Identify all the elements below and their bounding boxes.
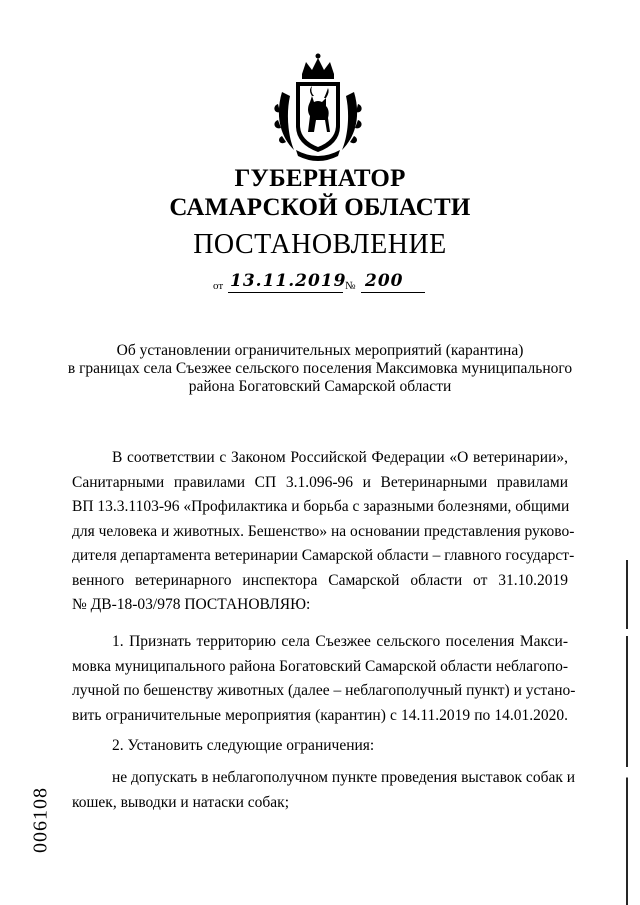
number-value: 200 — [365, 271, 404, 291]
text-line: не допускать в неблагополучном пункте проведения выставок собак и — [112, 769, 576, 786]
text-line: кошек, выводки и натаски собак; — [72, 793, 290, 811]
text-line: 2. Установить следующие ограничения: — [112, 737, 375, 754]
org-title-line2: САМАРСКОЙ ОБЛАСТИ — [169, 194, 471, 221]
text-line: лучной по бешенству животных (далее – неблагополучный пункт) и устано- — [72, 682, 576, 699]
text-line: В соответствии с Законом Российской Федерации «О ветеринарии», — [112, 449, 568, 466]
text-line: 1. Признать территорию села Съезжее сельского поселения Макси- — [112, 633, 568, 650]
text-line: для человека и животных. Бешенство» на основании представления руково- — [72, 522, 575, 540]
document-subject — [60, 342, 580, 396]
text-line: вить ограничительные мероприятия (карантин) с 14.11.2019 по 14.01.2020. — [72, 706, 568, 724]
preamble-paragraph — [72, 446, 575, 618]
text-line: ВП 13.3.1103-96 «Профилактика и борьба с заразными болезнями, общими — [72, 498, 570, 515]
samara-oblast-coat-of-arms-icon — [272, 52, 364, 164]
number-label: № — [345, 280, 356, 292]
number-underline — [361, 292, 425, 293]
item-2-sub1-paragraph — [72, 766, 576, 815]
document-type: ПОСТАНОВЛЕНИЕ — [193, 229, 447, 260]
subject-line: в границах села Съезжее сельского поселения Максимовка муниципального — [67, 360, 573, 377]
date-underline — [228, 292, 343, 293]
item-1-paragraph — [72, 630, 576, 728]
text-line: венного ветеринарного инспектора Самарской области от 31.10.2019 — [72, 571, 568, 589]
text-line: Санитарными правилами СП 3.1.096-96 и Ветеринарными правилами — [72, 473, 568, 491]
text-line: мовка муниципального района Богатовский Самарской области неблагопо- — [72, 657, 569, 675]
margin-serial-number — [26, 770, 56, 870]
text-line: дителя департамента ветеринарии Самарской области – главного государст- — [72, 547, 575, 564]
date-label: от — [213, 280, 224, 292]
date-value: 13.11.2019 — [230, 271, 347, 291]
subject-line: района Богатовский Самарской области — [188, 378, 452, 395]
item-2-title — [72, 734, 568, 759]
subject-line: Об установлении ограничительных мероприятий (карантина) — [116, 342, 524, 359]
text-line: № ДВ-18-03/978 ПОСТАНОВЛЯЮ: — [72, 596, 311, 613]
scan-edge-artifact — [626, 560, 628, 905]
serial-number-text: 006108 — [29, 787, 52, 853]
org-title-line1: ГУБЕРНАТОР — [234, 165, 406, 192]
